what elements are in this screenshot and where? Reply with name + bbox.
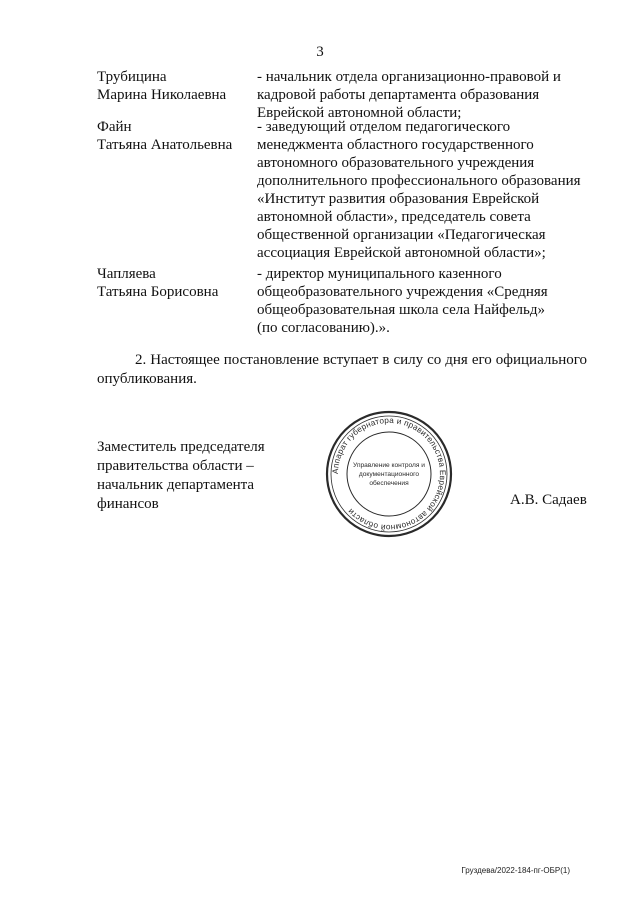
official-seal-stamp [324,409,454,539]
seal-outer-text: Аппарат губернатора и правительства Еврейской автономной области [330,415,448,533]
role-line: общественной организации «Педагогическая [257,227,546,243]
signer-name: А.В. Садаев [510,492,587,508]
member-name [97,118,257,154]
signer-position-line: финансов [97,496,159,512]
role-line: «Институт развития образования Еврейской [257,191,540,207]
signer-position [97,438,297,514]
member-surname: Файн [97,119,132,135]
role-line: - директор муниципального казенного [257,266,502,282]
document-footer-code: Груздева/2022-184-пг-ОБР(1) [461,866,570,875]
page-number: 3 [316,44,324,60]
member-role [257,68,587,122]
seal-center-line: документационного [358,471,420,478]
signer-position-line: Заместитель председателя [97,439,265,455]
role-line: Еврейской автономной области; [257,105,462,121]
signer-position-line: начальник департамента [97,477,255,493]
role-line: - начальник отдела организационно-правовой и [257,69,561,85]
role-line: ассоциация Еврейской автономной области»; [257,245,546,261]
member-given-names: Татьяна Анатольевна [97,137,233,153]
role-line: общеобразовательного учреждения «Средняя [257,284,548,300]
role-line: менеджмента областного государственного [257,137,534,153]
member-name [97,68,257,104]
signer-position-line: правительства области – [97,458,254,474]
role-line: дополнительного профессионального образования [257,173,581,189]
member-given-names: Татьяна Борисовна [97,284,219,300]
member-role [257,265,587,337]
role-line: кадровой работы департамента образования [257,87,540,103]
member-surname: Чапляева [97,266,156,282]
role-line: общеобразовательная школа села Найфельд» [257,302,546,318]
member-surname: Трубицина [97,69,167,85]
role-line: автономной области», председатель совета [257,209,531,225]
role-line: (по согласованию).». [257,320,390,336]
seal-center-line: Управление контроля и [353,462,425,469]
seal-center-line: обеспечения [369,480,409,487]
effective-date-paragraph: 2. Настоящее постановление вступает в силу со дня его официального опубликования. [97,352,587,387]
role-line: - заведующий отделом педагогического [257,119,511,135]
member-name [97,265,257,301]
member-given-names: Марина Николаевна [97,87,227,103]
role-line: автономного образовательного учреждения [257,155,535,171]
member-role [257,118,587,262]
